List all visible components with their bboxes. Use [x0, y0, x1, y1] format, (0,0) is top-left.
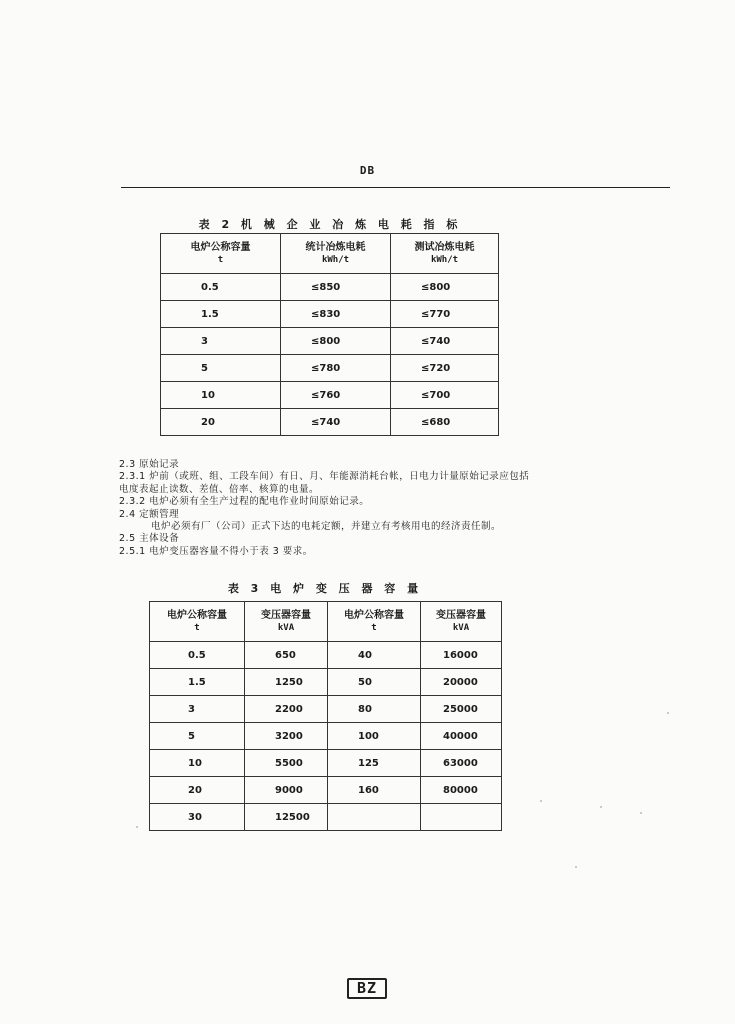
table2-header-row [161, 234, 499, 274]
table2-header-test-consumption: 测试冶炼电耗 kWh/t [391, 234, 499, 274]
table-cell: ≤780 [281, 355, 391, 382]
table-cell: ≤760 [281, 382, 391, 409]
table-cell: 100 [328, 723, 421, 750]
table-cell: 20000 [421, 669, 502, 696]
table-cell [328, 804, 421, 831]
table-cell: 1.5 [161, 301, 281, 328]
table-cell: ≤700 [391, 382, 499, 409]
table2-header-capacity: 电炉公称容量 t [161, 234, 281, 274]
table2-caption: 表 2 机 械 企 业 冶 炼 电 耗 指 标 [198, 218, 462, 231]
table2-header-stat-consumption: 统计冶炼电耗 kWh/t [281, 234, 391, 274]
table-row [150, 777, 502, 804]
table-cell: 5500 [245, 750, 328, 777]
table2 [160, 233, 499, 436]
table-cell: ≤740 [281, 409, 391, 436]
table-row [150, 642, 502, 669]
table-cell [421, 804, 502, 831]
table-cell: 650 [245, 642, 328, 669]
table-cell: 63000 [421, 750, 502, 777]
table-cell: 20 [161, 409, 281, 436]
table-cell: 80 [328, 696, 421, 723]
table3-header-row [150, 602, 502, 642]
table-cell: 10 [161, 382, 281, 409]
scan-speck [540, 800, 542, 802]
table-cell: 20 [150, 777, 245, 804]
scan-speck [575, 866, 577, 868]
table3-header-capacity: 电炉公称容量 t [150, 602, 245, 642]
paragraph-line: 2.5.1 电炉变压器容量不得小于表 3 要求。 [119, 545, 313, 557]
table-cell: 0.5 [150, 642, 245, 669]
header-rule [121, 187, 670, 188]
table-cell: 3 [150, 696, 245, 723]
table-cell: 1.5 [150, 669, 245, 696]
standard-code: DB [359, 164, 376, 177]
section-heading: 2.5 主体设备 [119, 533, 180, 545]
paragraph-line: 电度表起止读数、差值、倍率、核算的电量。 [119, 483, 320, 495]
bz-logo: BZ [347, 978, 387, 999]
table-cell: 10 [150, 750, 245, 777]
table-row [150, 804, 502, 831]
table-cell: 1250 [245, 669, 328, 696]
table3-header-capacity-2: 电炉公称容量 t [328, 602, 421, 642]
table-row [161, 274, 499, 301]
table-cell: 12500 [245, 804, 328, 831]
table-cell: 0.5 [161, 274, 281, 301]
table-cell: 50 [328, 669, 421, 696]
table-row [150, 669, 502, 696]
table-cell: ≤680 [391, 409, 499, 436]
paragraph-line: 2.3.1 炉前（或班、组、工段车间）有日、月、年能源消耗台帐，日电力计量原始记录应包括 [119, 471, 530, 483]
table-row [161, 355, 499, 382]
table-cell: ≤850 [281, 274, 391, 301]
table-row [161, 409, 499, 436]
table-row [150, 696, 502, 723]
table-cell: 9000 [245, 777, 328, 804]
table-cell: ≤800 [281, 328, 391, 355]
table-cell: 16000 [421, 642, 502, 669]
paragraph-line: 电炉必须有厂（公司）正式下达的电耗定额，并建立有考核用电的经济责任制。 [151, 521, 502, 533]
table3-caption: 表 3 电 炉 变 压 器 容 量 [227, 582, 423, 595]
table-cell: 25000 [421, 696, 502, 723]
table-cell: 160 [328, 777, 421, 804]
section-heading: 2.4 定额管理 [119, 508, 180, 520]
table-row [150, 750, 502, 777]
section-heading: 2.3 原始记录 [119, 459, 180, 470]
table-cell: 80000 [421, 777, 502, 804]
body-text [119, 459, 679, 558]
table-cell: ≤770 [391, 301, 499, 328]
table-cell: ≤800 [391, 274, 499, 301]
scan-speck [640, 812, 642, 814]
table-cell: 2200 [245, 696, 328, 723]
table-cell: 40 [328, 642, 421, 669]
paragraph-line: 2.3.2 电炉必须有全生产过程的配电作业时间原始记录。 [119, 496, 370, 508]
scan-speck [600, 806, 602, 808]
table-cell: 5 [150, 723, 245, 750]
table-cell: 40000 [421, 723, 502, 750]
table-cell: ≤830 [281, 301, 391, 328]
scan-speck [667, 712, 669, 714]
table-row [161, 301, 499, 328]
table-cell: 3200 [245, 723, 328, 750]
table-cell: 5 [161, 355, 281, 382]
table-cell: ≤720 [391, 355, 499, 382]
table-row [161, 382, 499, 409]
table3-header-transformer-2: 变压器容量 kVA [421, 602, 502, 642]
table3-header-transformer: 变压器容量 kVA [245, 602, 328, 642]
table-cell: ≤740 [391, 328, 499, 355]
table-cell: 3 [161, 328, 281, 355]
scan-speck [136, 826, 138, 828]
table-row [161, 328, 499, 355]
table3 [149, 601, 502, 831]
table-cell: 125 [328, 750, 421, 777]
table-row [150, 723, 502, 750]
table-cell: 30 [150, 804, 245, 831]
